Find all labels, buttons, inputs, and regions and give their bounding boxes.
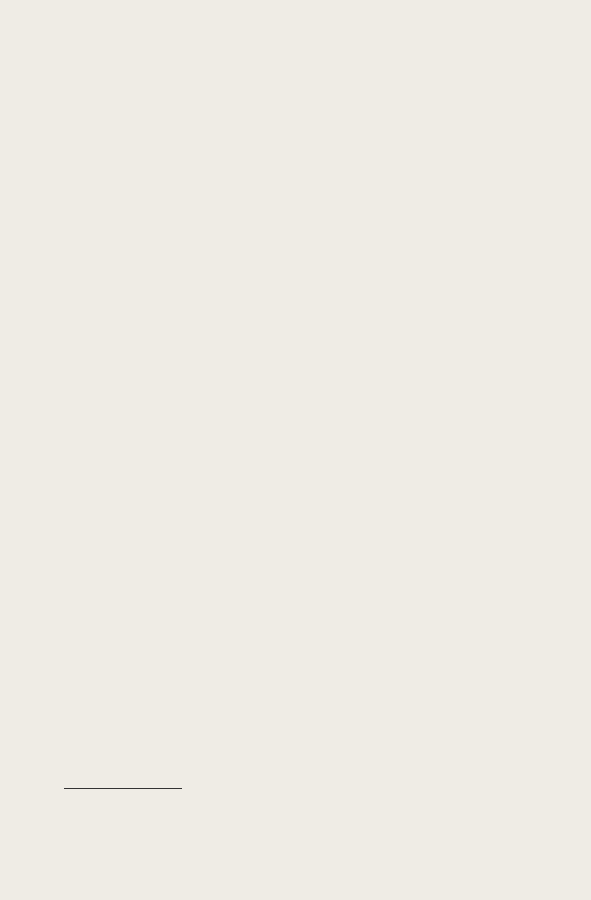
figure-25-chart xyxy=(40,180,550,450)
footnote-divider xyxy=(64,788,182,789)
figure-25 xyxy=(40,180,550,450)
